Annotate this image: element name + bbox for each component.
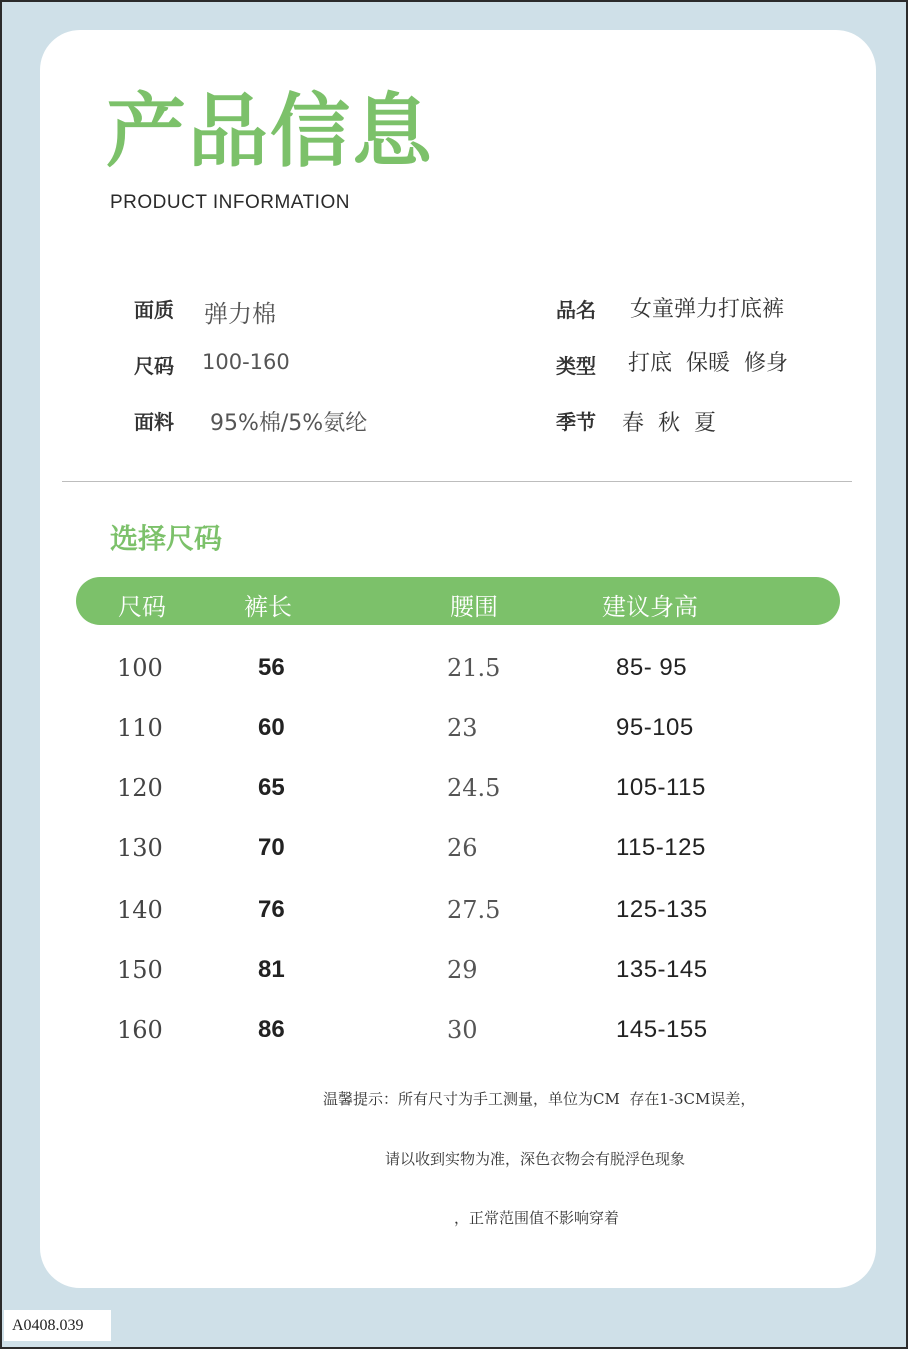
cell-size: 120	[117, 774, 163, 802]
cell-waist: 30	[447, 1016, 478, 1044]
cell-length: 86	[258, 1016, 285, 1043]
cell-waist: 27.5	[447, 896, 501, 924]
type-label: 类型	[556, 354, 596, 378]
cell-length: 70	[258, 834, 285, 861]
product-card	[40, 30, 876, 1288]
cell-length: 81	[258, 956, 285, 983]
page-title: 产品信息	[106, 85, 434, 178]
cell-length: 65	[258, 774, 285, 801]
cell-waist: 21.5	[447, 654, 501, 682]
cell-waist: 23	[447, 714, 478, 742]
note-line-3: ，正常范围值不影响穿着	[454, 1209, 620, 1227]
cell-height: 115-125	[616, 834, 706, 861]
table-row	[40, 896, 876, 936]
material-value: 95%棉/5%氨纶	[210, 411, 368, 436]
table-row	[40, 774, 876, 814]
cell-height: 85- 95	[616, 654, 688, 681]
cell-height: 135-145	[616, 956, 708, 983]
cell-length: 56	[258, 654, 285, 681]
cell-size: 160	[117, 1016, 163, 1044]
cell-size: 110	[117, 714, 163, 742]
table-row	[40, 956, 876, 996]
table-row	[40, 1016, 876, 1056]
material-label: 面料	[134, 410, 174, 434]
type-value: 打底 保暖 修身	[628, 351, 788, 376]
size-range-value: 100-160	[202, 350, 290, 374]
note-line-2: 请以收到实物为准，深色衣物会有脱浮色现象	[385, 1150, 686, 1168]
cell-size: 130	[117, 834, 163, 862]
cell-height: 95-105	[616, 714, 694, 741]
product-code-label: A0408.039	[4, 1310, 111, 1341]
cell-length: 60	[258, 714, 285, 741]
fabric-quality-label: 面质	[134, 298, 174, 322]
table-row	[40, 714, 876, 754]
cell-size: 150	[117, 956, 163, 984]
cell-height: 105-115	[616, 774, 706, 801]
table-row	[40, 834, 876, 874]
section-divider	[62, 481, 852, 482]
cell-waist: 26	[447, 834, 478, 862]
cell-waist: 24.5	[447, 774, 501, 802]
note-line-1: 温馨提示：所有尺寸为手工测量，单位为CM 存在1-3CM误差，	[323, 1090, 756, 1108]
fabric-quality-value: 弹力棉	[204, 300, 276, 328]
cell-size: 140	[117, 896, 163, 924]
cell-size: 100	[117, 654, 163, 682]
season-value: 春 秋 夏	[622, 411, 716, 436]
table-row	[40, 654, 876, 694]
column-header-length: 裤长	[244, 593, 292, 621]
cell-length: 76	[258, 896, 285, 923]
page-subtitle: PRODUCT INFORMATION	[110, 192, 350, 213]
size-range-label: 尺码	[134, 354, 174, 378]
column-header-waist: 腰围	[450, 593, 498, 621]
column-header-size: 尺码	[118, 593, 166, 621]
product-name-label: 品名	[556, 298, 596, 322]
size-section-title: 选择尺码	[110, 522, 223, 555]
season-label: 季节	[556, 410, 596, 434]
product-name-value: 女童弹力打底裤	[630, 297, 785, 322]
cell-height: 125-135	[616, 896, 708, 923]
size-table-header	[76, 577, 840, 625]
cell-waist: 29	[447, 956, 478, 984]
cell-height: 145-155	[616, 1016, 708, 1043]
column-header-height: 建议身高	[602, 593, 698, 621]
